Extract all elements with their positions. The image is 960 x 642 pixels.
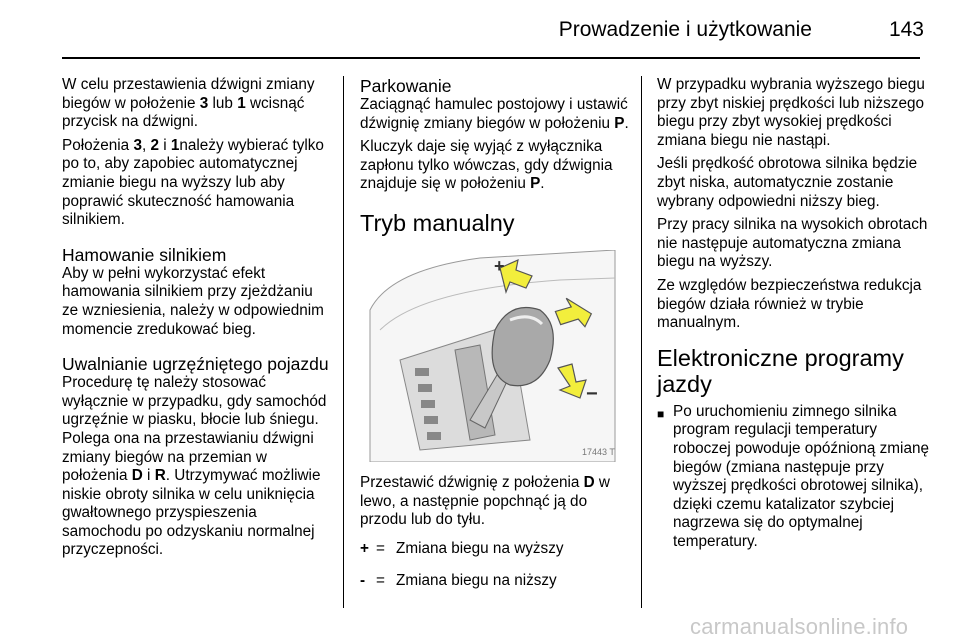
gate-mark <box>415 368 429 376</box>
watermark: carmanualsonline.info <box>690 614 909 639</box>
heading-rocking: Uwalnianie ugrzęźniętego pojazdu <box>62 354 329 375</box>
plus-label: + <box>494 255 505 276</box>
gear-lever-illustration <box>360 250 622 462</box>
paragraph-manual: Przestawić dźwignię z położenia D w lewo, a następnie popchnąć ją do przodu lub do tyłu. <box>360 473 610 529</box>
paragraph-parking-1: Zaciągnąć hamulec postojowy i ustawić dźwignię zmiany biegów w położeniu P. <box>360 96 629 132</box>
heading-engine-braking: Hamowanie silnikiem <box>62 244 227 265</box>
bullet-item: ■ Po uruchomieniu zimnego silnika program regulacji temperatury roboczej powoduje opóźnioną zmianę biegów (zmiana następuje przy wyższej prędkości obrotowej silnika), dzięki czemu katalizator szybciej nagrzewa się do optymalnej temperatury. <box>657 402 929 550</box>
paragraph-safety: Ze względów bezpieczeństwa redukcja biegów działa również w trybie manualnym. <box>657 276 922 332</box>
paragraph-auto-downshift: Jeśli prędkość obrotowa silnika będzie zbyt niska, automatycznie zostanie wybrany odpowiedni niższy bieg. <box>657 155 918 210</box>
header-rule <box>62 57 920 59</box>
column-divider-1 <box>343 76 344 608</box>
gate-mark <box>421 400 435 408</box>
bullet-square-icon: ■ <box>657 406 665 421</box>
page-number: 143 <box>888 18 924 41</box>
column-3 <box>657 76 929 551</box>
gate-mark <box>418 384 432 392</box>
column-divider-2 <box>641 76 642 608</box>
gate-mark <box>424 416 438 424</box>
paragraph-high-rpm: Przy pracy silnika na wysokich obrotach nie następuje automatyczna zmiana biegu na wyższy. <box>657 216 928 271</box>
page-header <box>0 0 960 62</box>
gate-mark <box>427 432 441 440</box>
minus-label: − <box>586 382 598 405</box>
figure-ref-number: 17443 T <box>582 446 615 457</box>
paragraph-positions: Położenia 3, 2 i 1należy wybierać tylko po to, aby zapobiec automatycznej zmianie biegu na wyższy lub aby poprawić skuteczność hamowania silnikiem. <box>62 136 324 229</box>
paragraph-engine-braking: Aby w pełni wykorzystać efekt hamowania silnikiem przy zjeżdżaniu ze wzniesienia, należy w odpowiednim momencie zredukować bieg. <box>62 264 324 338</box>
paragraph-gear-refused: W przypadku wybrania wyższego biegu przy zbyt niskiej prędkości lub niższego biegu przy zbyt wysokiej prędkości zmiana biegu nie nastąpi. <box>657 76 925 149</box>
heading-parking: Parkowanie <box>360 76 452 96</box>
header-title: Prowadzenie i użytkowanie <box>558 18 812 41</box>
definition-upshift: + = Zmiana biegu na wyższy <box>360 539 564 557</box>
definition-downshift: - = Zmiana biegu na niższy <box>360 572 557 590</box>
heading-electronic-programs: Elektroniczne programy jazdy <box>657 344 904 397</box>
heading-manual-mode: Tryb manualny <box>360 209 515 236</box>
paragraph-lever-button: W celu przestawienia dźwigni zmiany biegów w położenie 3 lub 1 wcisnąć przycisk na dźwigni. <box>62 76 315 131</box>
column-2 <box>360 76 632 591</box>
paragraph-rocking: Procedurę tę należy stosować wyłącznie w przypadku, gdy samochód ugrzęźnie w piasku, błocie lub śniegu. Polega ona na przestawianiu dźwigni zmiany biegów na przemian w położenia D i R. Utrzymywać możliwie niskie obroty silnika w celu uniknięcia gwałtownego przyspieszenia samochodu po odzyskaniu normalnej przyczepności. <box>62 374 327 559</box>
column-1 <box>62 76 332 565</box>
gear-lever-drawing <box>360 250 622 462</box>
paragraph-parking-2: Kluczyk daje się wyjąć z wyłącznika zapłonu tylko wówczas, gdy dźwignia znajduje się w położeniu P. <box>360 138 613 193</box>
